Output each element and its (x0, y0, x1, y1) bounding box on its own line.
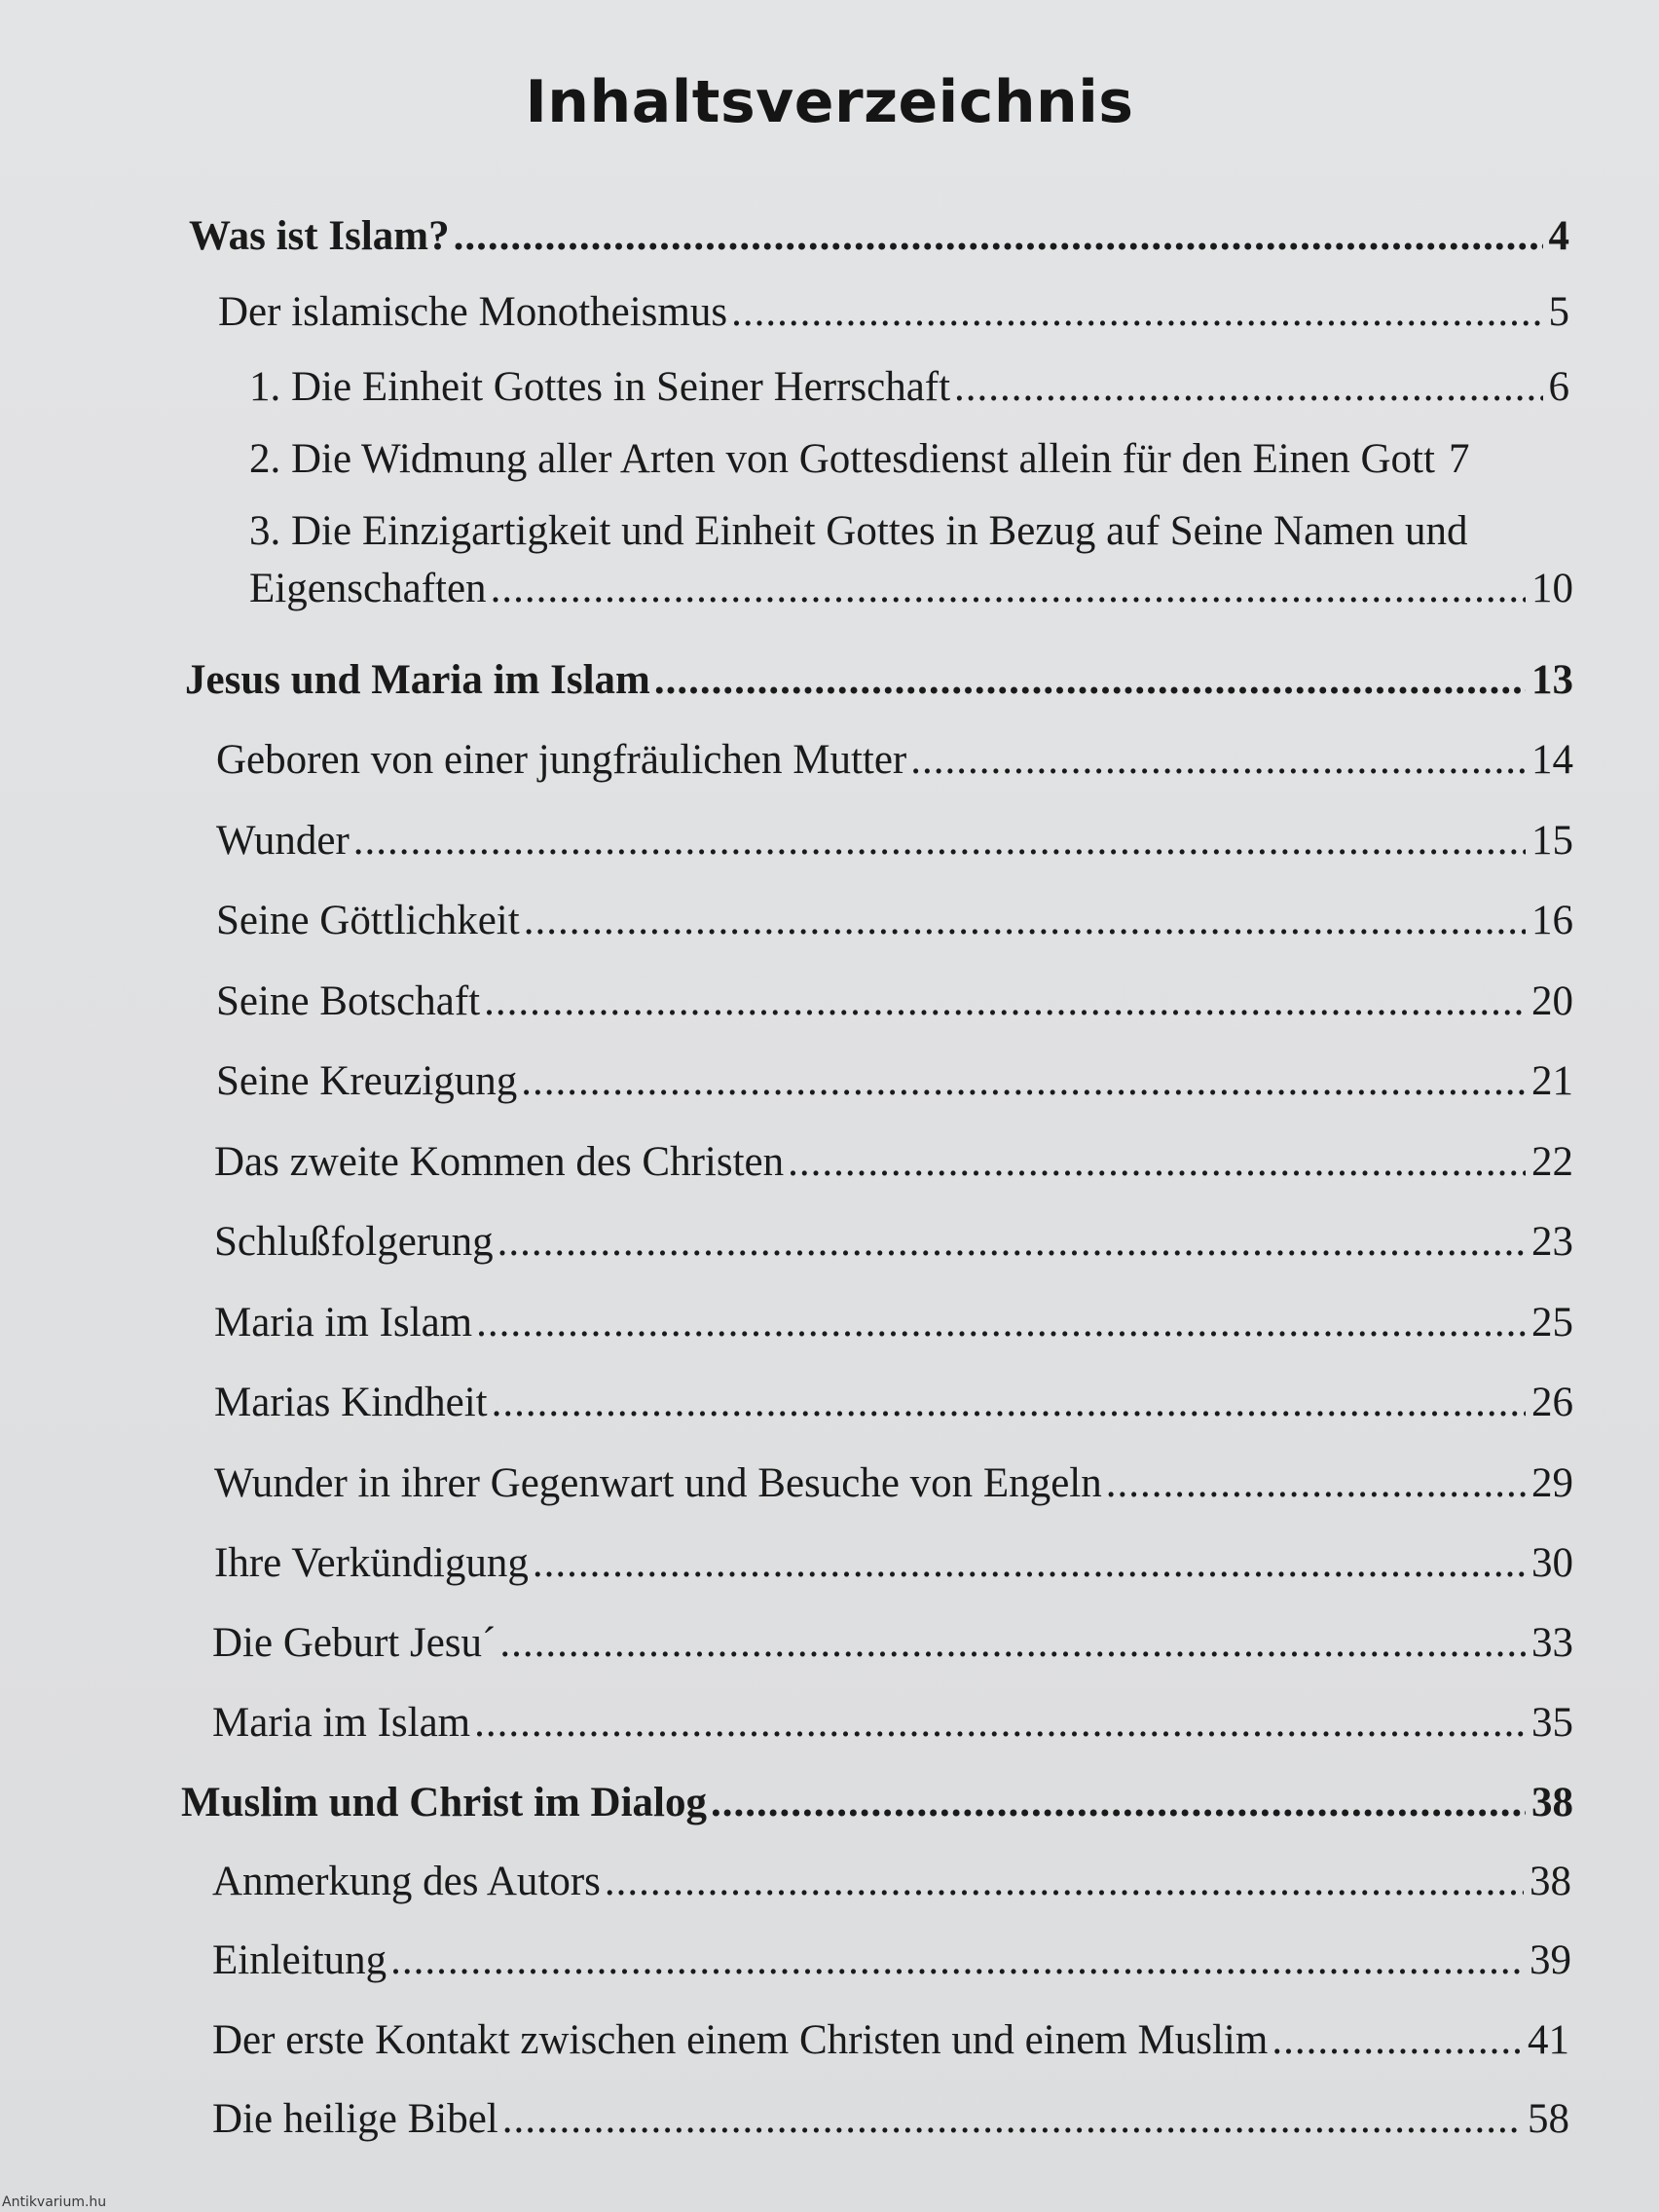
toc-page-number: 35 (1531, 1700, 1573, 1746)
toc-page-number: 6 (1548, 364, 1569, 410)
dot-leader (1106, 1459, 1526, 1507)
dot-leader (498, 1218, 1526, 1266)
toc-page-number: 7 (1448, 436, 1470, 482)
toc-entry-chapter (181, 1779, 1573, 1826)
toc-page-number: 41 (1528, 2017, 1569, 2063)
toc-entry-label: Einleitung (212, 1937, 387, 1983)
toc-entry-label: Ihre Verkündigung (214, 1540, 529, 1586)
toc-entry-label: 2. Die Widmung aller Arten von Gottesdienst allein für den Einen Gott (249, 436, 1435, 482)
toc-entry-section (212, 2016, 1569, 2064)
toc-entry-label: Wunder in ihrer Gegenwart und Besuche von Engeln (214, 1460, 1102, 1506)
toc-page-number: 33 (1531, 1620, 1573, 1666)
toc-entry-label-line1: 3. Die Einzigartigkeit und Einheit Gottes in Bezug auf Seine Namen und (249, 508, 1468, 554)
toc-entry-section (214, 1138, 1573, 1186)
toc-entry-label: Seine Botschaft (216, 978, 481, 1024)
toc-entry-label: Muslim und Christ im Dialog (181, 1780, 707, 1825)
dot-leader (954, 363, 1542, 411)
toc-entry-label: Seine Kreuzigung (216, 1058, 518, 1104)
toc-entry-label: Anmerkung des Autors (212, 1859, 601, 1904)
toc-entry-label: Seine Göttlichkeit (216, 898, 520, 943)
dot-leader (492, 1379, 1526, 1426)
toc-entry-chapter (185, 656, 1573, 704)
dot-leader (524, 897, 1526, 944)
toc-page-number: 38 (1530, 1859, 1571, 1904)
toc-page-number: 23 (1531, 1219, 1573, 1265)
dot-leader (731, 288, 1542, 336)
toc-page-number: 21 (1531, 1058, 1573, 1104)
toc-entry-label: Marias Kindheit (214, 1380, 488, 1425)
dot-leader (474, 1699, 1526, 1747)
toc-page-number: 30 (1531, 1540, 1573, 1586)
toc-page-number: 26 (1531, 1380, 1573, 1425)
toc-page-number: 58 (1528, 2096, 1569, 2142)
toc-entry-label: Maria im Islam (212, 1700, 471, 1746)
dot-leader (711, 1779, 1526, 1826)
toc-entry-label: Das zweite Kommen des Christen (214, 1139, 785, 1185)
toc-page-number: 5 (1548, 289, 1569, 335)
toc-entry-section (214, 1459, 1573, 1507)
toc-entry-section (216, 736, 1573, 784)
toc-entry-section (214, 1539, 1573, 1587)
toc-entry-section (212, 2095, 1569, 2143)
toc-entry-label: Was ist Islam? (189, 213, 450, 259)
toc-page-number: 13 (1531, 657, 1573, 703)
toc-entry-label: Geboren von einer jungfräulichen Mutter (216, 737, 907, 783)
dot-leader (788, 1138, 1526, 1186)
dot-leader (390, 1936, 1524, 1984)
toc-entry-section (218, 288, 1569, 336)
toc-entry-section (212, 1619, 1573, 1667)
dot-leader (533, 1539, 1526, 1587)
toc-page-number: 20 (1531, 978, 1573, 1024)
toc-title: Inhaltsverzeichnis (525, 68, 1134, 136)
toc-page-number: 10 (1531, 566, 1573, 611)
toc-entry-section (214, 1379, 1573, 1426)
toc-entry-label: Eigenschaften (249, 566, 487, 611)
toc-page-number: 4 (1548, 213, 1569, 259)
toc-entry-section (212, 1699, 1573, 1747)
dot-leader (499, 1619, 1526, 1667)
dot-leader (1272, 2016, 1522, 2064)
dot-leader (491, 565, 1526, 612)
toc-entry-label: Der islamische Monotheismus (218, 289, 728, 335)
dot-leader (454, 212, 1543, 260)
toc-page-number: 38 (1531, 1780, 1573, 1825)
toc-entry-section (212, 1858, 1571, 1905)
dot-leader (353, 817, 1526, 865)
toc-entry-label: Maria im Islam (214, 1300, 473, 1346)
toc-entry-section (214, 1218, 1573, 1266)
toc-page-number: 15 (1531, 818, 1573, 864)
toc-page-number: 16 (1531, 898, 1573, 943)
toc-entry-label: Wunder (216, 818, 350, 864)
toc-entry-label: Jesus und Maria im Islam (185, 657, 650, 703)
dot-leader (910, 736, 1526, 784)
toc-entry-subsection (249, 435, 1573, 483)
toc-entry-label: 1. Die Einheit Gottes in Seiner Herrschaft (249, 364, 951, 410)
toc-entry-section (216, 817, 1573, 865)
toc-entry-label: Der erste Kontakt zwischen einem Christen und einem Muslim (212, 2017, 1269, 2063)
toc-page-number: 29 (1531, 1460, 1573, 1506)
dot-leader (654, 656, 1526, 704)
watermark: Antikvarium.hu (2, 2194, 107, 2210)
toc-page-number: 22 (1531, 1139, 1573, 1185)
toc-entry-chapter (189, 212, 1569, 260)
toc-entry-section (216, 897, 1573, 944)
dot-leader (476, 1299, 1526, 1346)
dot-leader (605, 1858, 1524, 1905)
dot-leader (502, 2095, 1522, 2143)
toc-entry-label: Schlußfolgerung (214, 1219, 494, 1265)
toc-entry-section (216, 1057, 1573, 1105)
toc-entry-section (212, 1936, 1571, 1984)
dot-leader (484, 977, 1526, 1025)
toc-entry-subsection (249, 565, 1573, 612)
toc-entry-section (216, 977, 1573, 1025)
toc-page-number: 14 (1531, 737, 1573, 783)
toc-entry-section (214, 1299, 1573, 1346)
toc-entry-label: Die heilige Bibel (212, 2096, 498, 2142)
toc-page-number: 39 (1530, 1937, 1571, 1983)
toc-entry-label: Die Geburt Jesu´ (212, 1620, 497, 1666)
dot-leader (521, 1057, 1526, 1105)
toc-page-number: 25 (1531, 1300, 1573, 1346)
toc-entry-subsection (249, 363, 1569, 411)
